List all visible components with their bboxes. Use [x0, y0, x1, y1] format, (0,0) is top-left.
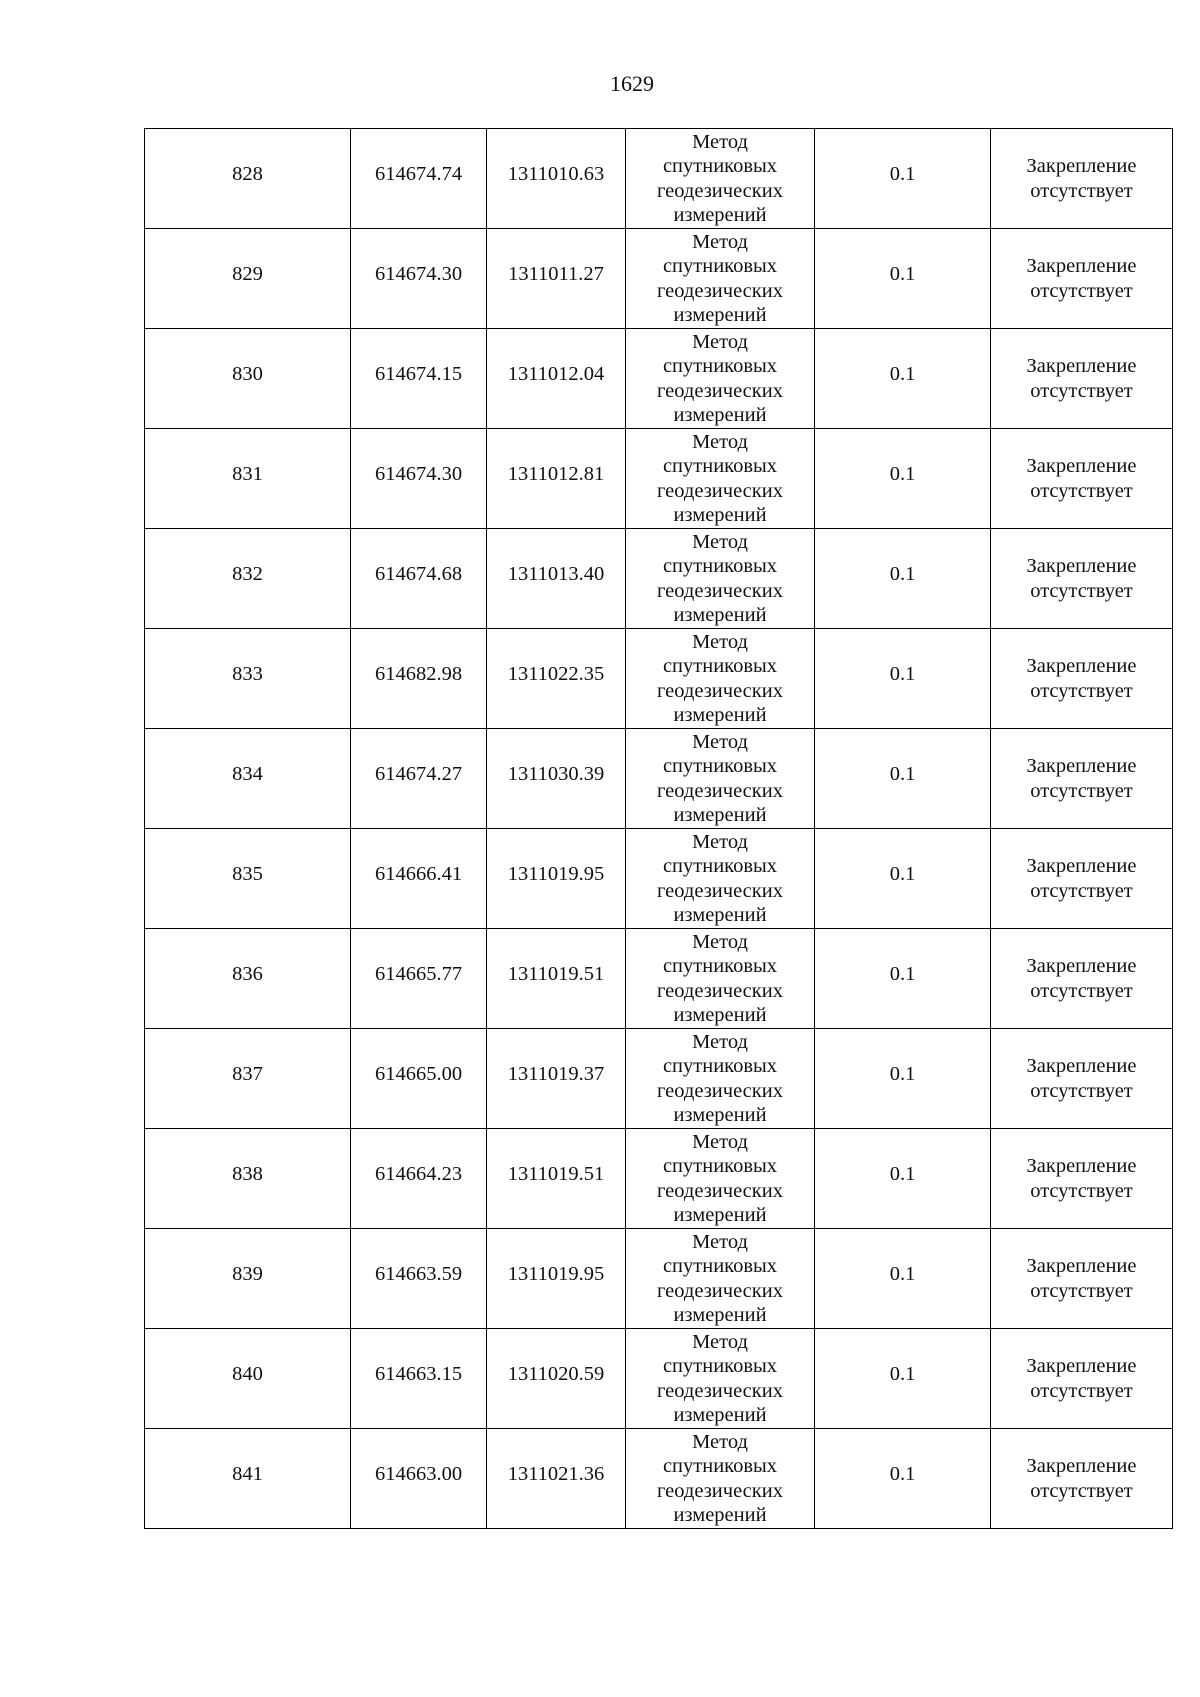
accuracy-text: 0.1: [889, 263, 916, 286]
x-coordinate-text: 614664.23: [374, 1163, 463, 1186]
x-coordinate-text: 614674.27: [374, 763, 463, 786]
method-cell: Метод спутниковых геодезических измерений: [626, 1029, 815, 1129]
fixation-cell: Закрепление отсутствует: [991, 329, 1173, 429]
table-row: [145, 629, 1173, 729]
y-coordinate-cell: [487, 1029, 626, 1129]
fixation-cell: Закрепление отсутствует: [991, 1029, 1173, 1129]
accuracy-cell: [815, 529, 991, 629]
fixation-cell: Закрепление отсутствует: [991, 929, 1173, 1029]
table-row: [145, 1429, 1173, 1529]
accuracy-text: 0.1: [889, 1063, 916, 1086]
accuracy-cell: [815, 1029, 991, 1129]
y-coordinate-text: 1311019.95: [507, 863, 605, 886]
x-coordinate-cell: [351, 529, 487, 629]
method-cell: Метод спутниковых геодезических измерений: [626, 1429, 815, 1529]
y-coordinate-text: 1311019.95: [507, 1263, 605, 1286]
y-coordinate-text: 1311012.04: [507, 363, 605, 386]
x-coordinate-cell: [351, 929, 487, 1029]
coordinates-table: [144, 128, 1173, 1529]
accuracy-text: 0.1: [889, 663, 916, 686]
coordinates-table-body: [145, 129, 1173, 1529]
y-coordinate-cell: [487, 629, 626, 729]
accuracy-cell: [815, 729, 991, 829]
point-number-cell: [145, 929, 351, 1029]
method-cell: Метод спутниковых геодезических измерений: [626, 429, 815, 529]
x-coordinate-text: 614674.15: [374, 363, 463, 386]
point-number-cell: [145, 1029, 351, 1129]
y-coordinate-text: 1311019.51: [507, 963, 605, 986]
y-coordinate-text: 1311013.40: [507, 563, 605, 586]
fixation-cell: Закрепление отсутствует: [991, 429, 1173, 529]
method-cell: Метод спутниковых геодезических измерений: [626, 329, 815, 429]
y-coordinate-cell: [487, 1129, 626, 1229]
accuracy-text: 0.1: [889, 1463, 916, 1486]
method-cell: Метод спутниковых геодезических измерений: [626, 529, 815, 629]
accuracy-cell: [815, 229, 991, 329]
accuracy-cell: [815, 629, 991, 729]
accuracy-cell: [815, 129, 991, 229]
table-row: [145, 229, 1173, 329]
fixation-cell: Закрепление отсутствует: [991, 229, 1173, 329]
point-number-text: 841: [232, 1463, 263, 1486]
x-coordinate-cell: [351, 1229, 487, 1329]
x-coordinate-cell: [351, 1129, 487, 1229]
x-coordinate-cell: [351, 629, 487, 729]
x-coordinate-text: 614682.98: [374, 663, 463, 686]
point-number-text: 832: [232, 563, 263, 586]
point-number-text: 840: [232, 1363, 263, 1386]
table-row: [145, 129, 1173, 229]
x-coordinate-text: 614674.30: [374, 263, 463, 286]
method-cell: Метод спутниковых геодезических измерений: [626, 829, 815, 929]
y-coordinate-cell: [487, 829, 626, 929]
x-coordinate-text: 614674.30: [374, 463, 463, 486]
x-coordinate-cell: [351, 229, 487, 329]
point-number-cell: [145, 129, 351, 229]
accuracy-text: 0.1: [889, 363, 916, 386]
table-row: [145, 1329, 1173, 1429]
table-row: [145, 429, 1173, 529]
y-coordinate-text: 1311012.81: [507, 463, 605, 486]
accuracy-cell: [815, 329, 991, 429]
y-coordinate-text: 1311019.37: [507, 1063, 605, 1086]
point-number-cell: [145, 529, 351, 629]
x-coordinate-text: 614674.74: [374, 163, 463, 186]
point-number-text: 838: [232, 1163, 263, 1186]
point-number-text: 828: [232, 163, 263, 186]
table-row: [145, 829, 1173, 929]
y-coordinate-cell: [487, 329, 626, 429]
x-coordinate-cell: [351, 1029, 487, 1129]
y-coordinate-text: 1311020.59: [507, 1363, 605, 1386]
accuracy-cell: [815, 1429, 991, 1529]
point-number-cell: [145, 1129, 351, 1229]
fixation-cell: Закрепление отсутствует: [991, 829, 1173, 929]
table-row: [145, 329, 1173, 429]
point-number-text: 829: [232, 263, 263, 286]
point-number-text: 839: [232, 1263, 263, 1286]
table-row: [145, 1129, 1173, 1229]
point-number-cell: [145, 1329, 351, 1429]
accuracy-cell: [815, 429, 991, 529]
accuracy-cell: [815, 1229, 991, 1329]
point-number-cell: [145, 729, 351, 829]
x-coordinate-cell: [351, 329, 487, 429]
method-cell: Метод спутниковых геодезических измерений: [626, 129, 815, 229]
method-cell: Метод спутниковых геодезических измерений: [626, 229, 815, 329]
point-number-cell: [145, 429, 351, 529]
table-row: [145, 729, 1173, 829]
point-number-text: 836: [232, 963, 263, 986]
accuracy-text: 0.1: [889, 463, 916, 486]
x-coordinate-text: 614665.00: [374, 1063, 463, 1086]
y-coordinate-text: 1311022.35: [507, 663, 605, 686]
y-coordinate-text: 1311010.63: [507, 163, 605, 186]
accuracy-text: 0.1: [889, 1263, 916, 1286]
y-coordinate-cell: [487, 929, 626, 1029]
accuracy-text: 0.1: [889, 1163, 916, 1186]
fixation-cell: Закрепление отсутствует: [991, 1129, 1173, 1229]
y-coordinate-cell: [487, 1229, 626, 1329]
table-row: [145, 529, 1173, 629]
y-coordinate-text: 1311021.36: [507, 1463, 605, 1486]
x-coordinate-cell: [351, 129, 487, 229]
y-coordinate-text: 1311011.27: [508, 263, 604, 286]
accuracy-cell: [815, 1329, 991, 1429]
point-number-text: 835: [232, 863, 263, 886]
x-coordinate-text: 614663.15: [374, 1363, 463, 1386]
x-coordinate-cell: [351, 729, 487, 829]
accuracy-text: 0.1: [889, 163, 916, 186]
method-cell: Метод спутниковых геодезических измерений: [626, 1329, 815, 1429]
point-number-text: 833: [232, 663, 263, 686]
method-cell: Метод спутниковых геодезических измерений: [626, 629, 815, 729]
accuracy-cell: [815, 1129, 991, 1229]
point-number-text: 831: [232, 463, 263, 486]
fixation-cell: Закрепление отсутствует: [991, 629, 1173, 729]
table-row: [145, 1029, 1173, 1129]
method-cell: Метод спутниковых геодезических измерений: [626, 929, 815, 1029]
fixation-cell: Закрепление отсутствует: [991, 1229, 1173, 1329]
fixation-cell: Закрепление отсутствует: [991, 1329, 1173, 1429]
y-coordinate-cell: [487, 229, 626, 329]
y-coordinate-text: 1311019.51: [507, 1163, 605, 1186]
fixation-cell: Закрепление отсутствует: [991, 529, 1173, 629]
point-number-text: 834: [232, 763, 263, 786]
accuracy-text: 0.1: [889, 1363, 916, 1386]
x-coordinate-cell: [351, 829, 487, 929]
x-coordinate-cell: [351, 1429, 487, 1529]
y-coordinate-cell: [487, 729, 626, 829]
x-coordinate-cell: [351, 1329, 487, 1429]
y-coordinate-cell: [487, 429, 626, 529]
y-coordinate-cell: [487, 1329, 626, 1429]
accuracy-text: 0.1: [889, 563, 916, 586]
x-coordinate-text: 614665.77: [374, 963, 463, 986]
point-number-text: 830: [232, 363, 263, 386]
x-coordinate-text: 614666.41: [374, 863, 463, 886]
accuracy-text: 0.1: [889, 763, 916, 786]
x-coordinate-text: 614663.59: [374, 1263, 463, 1286]
table-row: [145, 1229, 1173, 1329]
y-coordinate-cell: [487, 529, 626, 629]
point-number-cell: [145, 829, 351, 929]
x-coordinate-text: 614674.68: [374, 563, 463, 586]
fixation-cell: Закрепление отсутствует: [991, 729, 1173, 829]
accuracy-text: 0.1: [889, 863, 916, 886]
point-number-cell: [145, 1429, 351, 1529]
point-number-text: 837: [232, 1063, 263, 1086]
y-coordinate-cell: [487, 129, 626, 229]
fixation-cell: Закрепление отсутствует: [991, 1429, 1173, 1529]
accuracy-text: 0.1: [889, 963, 916, 986]
table-row: [145, 929, 1173, 1029]
x-coordinate-text: 614663.00: [374, 1463, 463, 1486]
accuracy-cell: [815, 829, 991, 929]
method-cell: Метод спутниковых геодезических измерений: [626, 1229, 815, 1329]
fixation-cell: Закрепление отсутствует: [991, 129, 1173, 229]
method-cell: Метод спутниковых геодезических измерений: [626, 1129, 815, 1229]
y-coordinate-text: 1311030.39: [507, 763, 605, 786]
accuracy-cell: [815, 929, 991, 1029]
point-number-cell: [145, 229, 351, 329]
y-coordinate-cell: [487, 1429, 626, 1529]
method-cell: Метод спутниковых геодезических измерений: [626, 729, 815, 829]
point-number-cell: [145, 629, 351, 729]
page-number: 1629: [610, 71, 654, 96]
point-number-cell: [145, 329, 351, 429]
point-number-cell: [145, 1229, 351, 1329]
x-coordinate-cell: [351, 429, 487, 529]
